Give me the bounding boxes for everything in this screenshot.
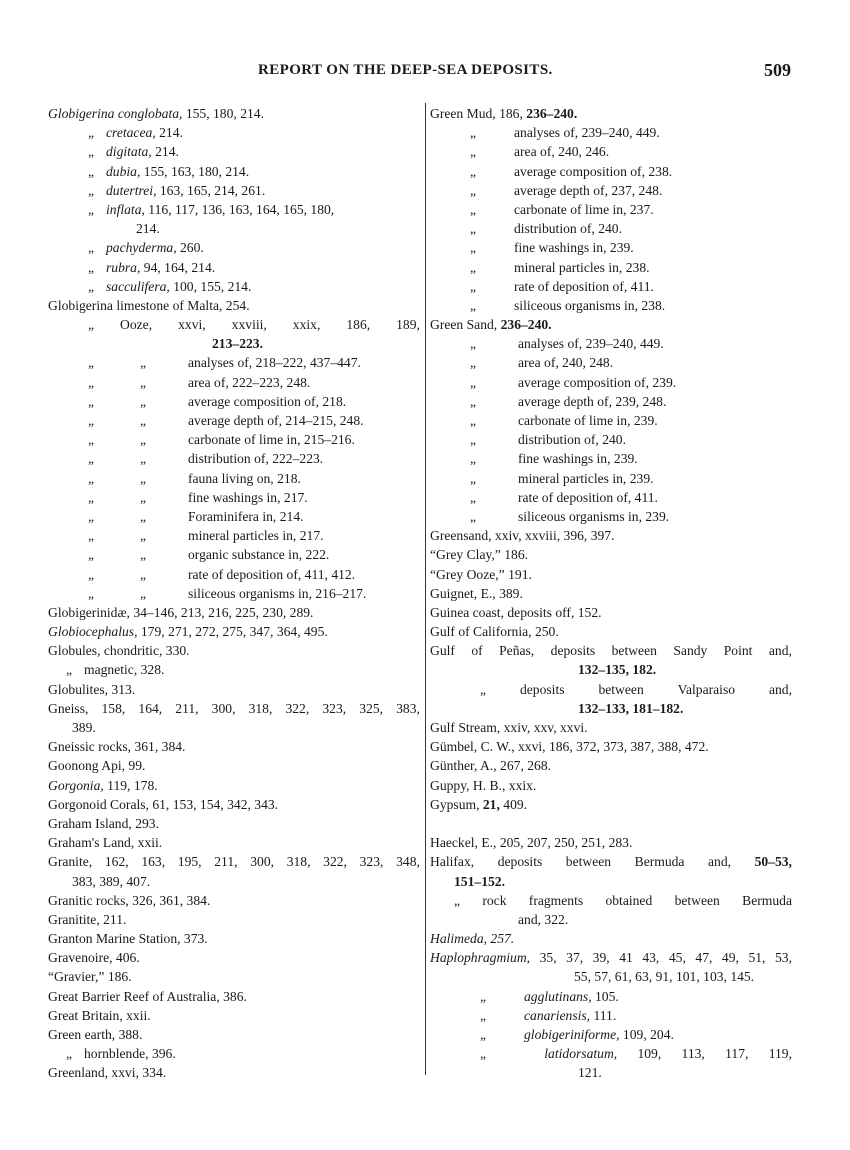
index-entry: Globiocephalus, 179, 271, 272, 275, 347, 364, 495. [48,624,328,640]
index-subsubentry: „ „ average composition of, 218. [88,393,347,409]
index-subentry: „ mineral particles in, 238. [470,259,650,275]
index-continuation: 132–133, 181–182. [578,700,684,716]
index-continuation: 55, 57, 61, 63, 91, 101, 103, 145. [574,969,755,985]
index-subentry: „ hornblende, 396. [66,1046,176,1062]
index-entry: Green earth, 388. [48,1027,143,1042]
index-subentry: „ siliceous organisms in, 238. [470,297,666,313]
index-subentry: „ deposits between Valparaiso and, [480,681,792,697]
index-entry: Granton Marine Station, 373. [48,931,208,947]
index-subsubentry: „ „ area of, 222–223, 248. [88,374,311,390]
running-header [0,62,850,84]
index-subentry: „ mineral particles in, 239. [470,470,654,486]
index-entry: Gravenoire, 406. [48,950,140,966]
index-entry: Globulites, 313. [48,681,136,697]
index-entry: “Grey Clay,” 186. [430,547,529,563]
index-entry: Gorgonia, 119, 178. [48,777,158,793]
index-subentry: „ Ooze, xxvi, xxviii, xxix, 186, 189, [88,317,420,333]
index-subentry: „ area of, 240, 248. [470,355,614,371]
index-subentry: „ analyses of, 239–240, 449. [470,336,664,352]
index-column-left [48,104,420,1083]
index-entry: Gulf of Peñas, deposits between Sandy Point and, [430,643,792,659]
index-entry: Great Barrier Reef of Australia, 386. [48,988,247,1004]
index-entry: Greenland, xxvi, 334. [48,1065,167,1081]
index-continuation: 151–152. [454,873,505,889]
index-entry: “Gravier,” 186. [48,969,132,985]
index-subentry: „ distribution of, 240. [470,432,626,448]
index-subentry: „ siliceous organisms in, 239. [470,508,670,524]
index-subsubentry: „ „ fauna living on, 218. [88,470,301,486]
index-entry: Gümbel, C. W., xxvi, 186, 372, 373, 387, 388, 472. [430,739,709,755]
index-subentry: „ pachyderma, 260. [88,240,204,256]
index-continuation: 213–223. [212,336,263,352]
index-entry: Graham's Land, xxii. [48,835,163,851]
index-entry: Granite, 162, 163, 195, 211, 300, 318, 322, 323, 348, [48,854,420,870]
index-entry: Granitic rocks, 326, 361, 384. [48,892,211,908]
index-subsubentry: „ „ average depth of, 214–215, 248. [88,413,364,428]
index-subentry: „ digitata, 214. [88,144,179,160]
index-subentry: „ inflata, 116, 117, 136, 163, 164, 165, 180, [88,201,335,217]
index-entry: Halifax, deposits between Bermuda and, 50–53, [430,854,792,870]
index-subentry: „ fine washings in, 239. [470,451,638,467]
index-subsubentry: „ „ Foraminifera in, 214. [88,508,304,524]
index-subentry: „ fine washings in, 239. [470,240,634,256]
index-continuation: 214. [136,221,160,237]
index-entry: Globigerinidæ, 34–146, 213, 216, 225, 230, 289. [48,604,314,620]
index-subentry: „ globigeriniforme, 109, 204. [480,1027,674,1042]
index-subsubentry: „ „ carbonate of lime in, 215–216. [88,432,355,448]
index-subentry: „ cretacea, 214. [88,125,183,141]
index-entry: Globules, chondritic, 330. [48,643,190,659]
column-divider [425,103,426,1075]
index-subentry: „ rock fragments obtained between Bermuda [454,892,792,908]
index-subsubentry: „ „ siliceous organisms in, 216–217. [88,585,367,601]
index-continuation: 121. [578,1065,602,1081]
index-entry: Günther, A., 267, 268. [430,758,552,774]
index-subentry: „ analyses of, 239–240, 449. [470,125,660,141]
index-entry: Guppy, H. B., xxix. [430,777,537,793]
index-entry: Great Britain, xxii. [48,1007,151,1023]
index-entry: Green Sand, 236–240. [430,317,552,333]
index-subsubentry: „ „ distribution of, 222–223. [88,451,324,467]
index-subentry: „ rate of deposition of, 411. [470,489,658,505]
page-number: 509 [764,60,791,80]
index-entry: Gorgonoid Corals, 61, 153, 154, 342, 343. [48,796,279,812]
index-continuation: 383, 389, 407. [72,873,151,889]
index-entry: Graham Island, 293. [48,815,159,831]
index-column-right [430,104,792,1083]
index-subentry: „ distribution of, 240. [470,221,622,237]
index-subentry: „ rate of deposition of, 411. [470,278,654,294]
index-entry: Guinea coast, deposits off, 152. [430,604,602,620]
index-subentry: „ latidorsatum, 109, 113, 117, 119, [480,1046,792,1062]
index-entry: Granitite, 211. [48,911,127,927]
index-continuation: and, 322. [518,911,569,927]
index-subsubentry: „ „ fine washings in, 217. [88,489,308,505]
index-subentry: „ carbonate of lime in, 237. [470,201,654,217]
index-continuation: 389. [72,720,96,735]
index-entry: Globigerina limestone of Malta, 254. [48,297,250,313]
section-gap [430,814,792,833]
index-subentry: „ average composition of, 239. [470,374,677,390]
index-subentry: „ magnetic, 328. [66,662,165,678]
index-subentry: „ carbonate of lime in, 239. [470,413,658,428]
index-entry: Haeckel, E., 205, 207, 250, 251, 283. [430,835,633,851]
index-subentry: „ average depth of, 237, 248. [470,182,663,198]
index-entry: Goonong Api, 99. [48,758,146,774]
index-entry: Haplophragmium, 35, 37, 39, 41 43, 45, 47, 49, 51, 53, [430,950,792,966]
index-continuation: 132–135, 182. [578,662,657,678]
index-subentry: „ canariensis, 111. [480,1007,617,1023]
index-subentry: „ rubra, 94, 164, 214. [88,259,216,275]
index-subentry: „ dutertrei, 163, 165, 214, 261. [88,182,266,198]
index-entry: Gneiss, 158, 164, 211, 300, 318, 322, 323, 325, 383, [48,700,420,716]
index-subentry: „ area of, 240, 246. [470,144,610,160]
index-entry: Gneissic rocks, 361, 384. [48,739,186,755]
index-entry: “Grey Ooze,” 191. [430,566,532,582]
index-entry: Halimeda, 257. [430,931,515,947]
index-entry: Green Mud, 186, 236–240. [430,106,578,121]
index-subentry: „ average depth of, 239, 248. [470,393,667,409]
index-entry: Gypsum, 21, 409. [430,796,528,812]
index-subsubentry: „ „ analyses of, 218–222, 437–447. [88,355,361,371]
index-subentry: „ average composition of, 238. [470,163,673,179]
index-entry: Gulf Stream, xxiv, xxv, xxvi. [430,720,588,735]
index-subsubentry: „ „ mineral particles in, 217. [88,528,324,544]
index-entry: Gulf of California, 250. [430,624,559,640]
index-subsubentry: „ „ organic substance in, 222. [88,547,330,563]
index-subentry: „ agglutinans, 105. [480,988,619,1004]
index-entry: Greensand, xxiv, xxviii, 396, 397. [430,528,615,544]
index-subentry: „ sacculifera, 100, 155, 214. [88,278,252,294]
page-title: REPORT ON THE DEEP-SEA DEPOSITS. [258,62,553,78]
index-entry: Guignet, E., 389. [430,585,523,601]
index-subsubentry: „ „ rate of deposition of, 411, 412. [88,566,356,582]
index-subentry: „ dubia, 155, 163, 180, 214. [88,163,250,179]
index-entry: Globigerina conglobata, 155, 180, 214. [48,106,264,121]
